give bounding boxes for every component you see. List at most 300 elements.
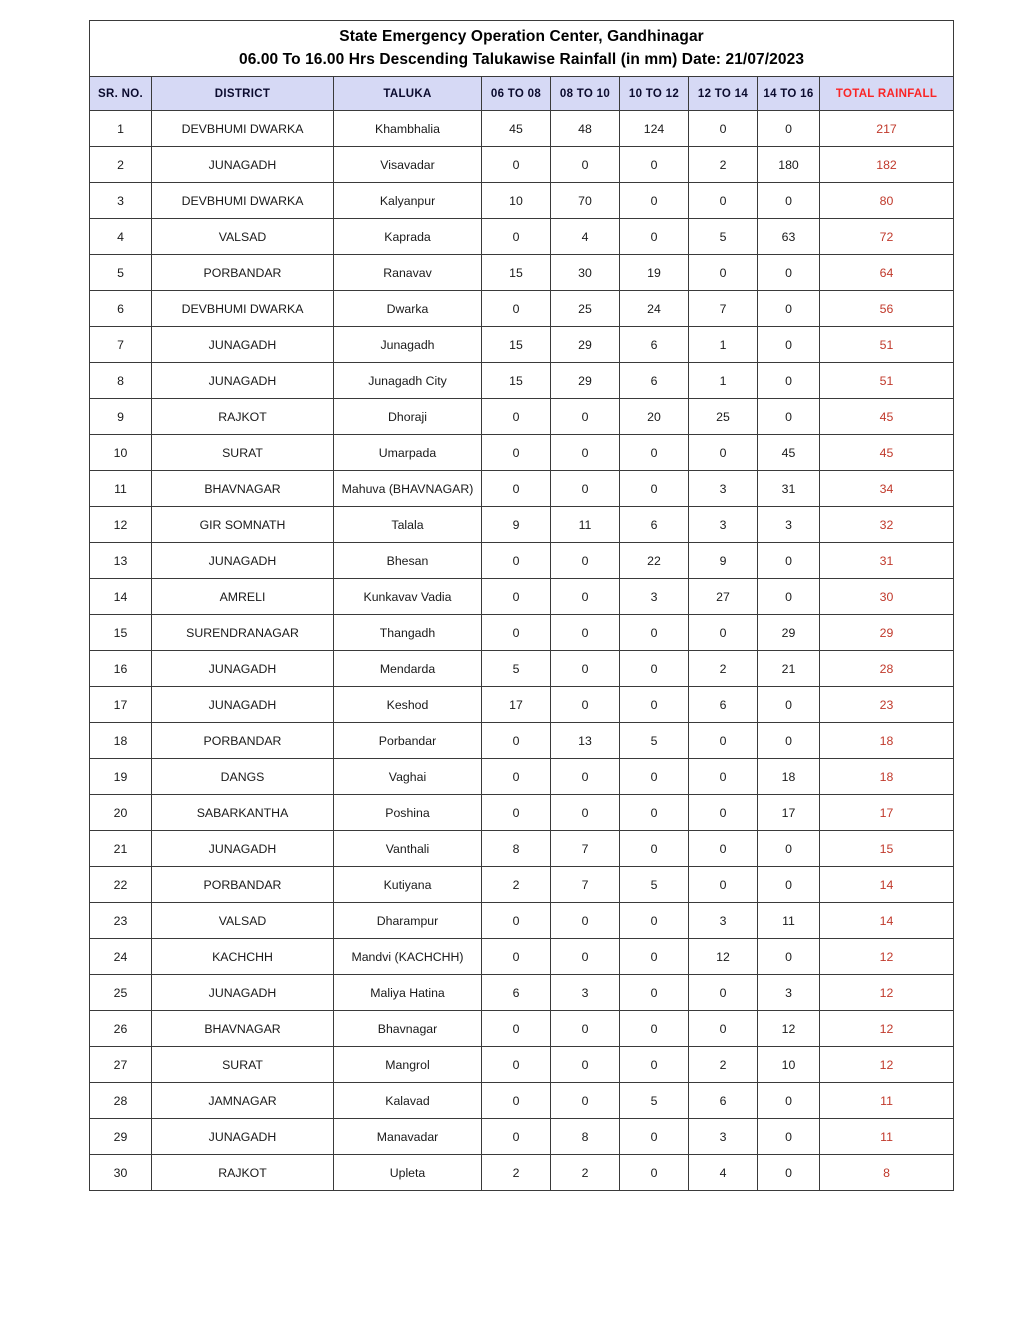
- cell-s1: 0: [482, 471, 551, 507]
- cell-s4: 2: [689, 651, 758, 687]
- table-row: [90, 615, 954, 651]
- cell-s1: 5: [482, 651, 551, 687]
- cell-taluka: Visavadar: [334, 147, 482, 183]
- cell-s4: 3: [689, 903, 758, 939]
- cell-s5: 0: [758, 1083, 820, 1119]
- cell-s5: 0: [758, 1155, 820, 1191]
- cell-taluka: Khambhalia: [334, 111, 482, 147]
- cell-s5: 0: [758, 1119, 820, 1155]
- cell-s5: 18: [758, 759, 820, 795]
- cell-s1: 0: [482, 723, 551, 759]
- cell-total: 18: [820, 759, 954, 795]
- report-title-cell: [90, 21, 954, 77]
- cell-sr: 18: [90, 723, 152, 759]
- cell-s3: 6: [620, 363, 689, 399]
- cell-s1: 0: [482, 1083, 551, 1119]
- cell-dist: VALSAD: [152, 219, 334, 255]
- cell-s2: 7: [551, 831, 620, 867]
- cell-dist: SURENDRANAGAR: [152, 615, 334, 651]
- cell-total: 15: [820, 831, 954, 867]
- cell-dist: PORBANDAR: [152, 255, 334, 291]
- cell-s4: 27: [689, 579, 758, 615]
- column-header-row: [90, 77, 954, 111]
- cell-s1: 2: [482, 1155, 551, 1191]
- cell-s5: 0: [758, 111, 820, 147]
- cell-s1: 0: [482, 1119, 551, 1155]
- cell-s4: 3: [689, 507, 758, 543]
- cell-dist: DANGS: [152, 759, 334, 795]
- cell-s4: 2: [689, 1047, 758, 1083]
- column-header-s1[interactable]: 06 TO 08: [482, 77, 551, 111]
- cell-taluka: Manavadar: [334, 1119, 482, 1155]
- cell-sr: 22: [90, 867, 152, 903]
- cell-taluka: Dharampur: [334, 903, 482, 939]
- cell-total: 56: [820, 291, 954, 327]
- table-row: [90, 543, 954, 579]
- cell-s2: 2: [551, 1155, 620, 1191]
- cell-s1: 0: [482, 615, 551, 651]
- cell-dist: BHAVNAGAR: [152, 1011, 334, 1047]
- cell-s5: 0: [758, 579, 820, 615]
- cell-s2: 25: [551, 291, 620, 327]
- cell-sr: 3: [90, 183, 152, 219]
- table-row: [90, 255, 954, 291]
- cell-s3: 0: [620, 1119, 689, 1155]
- cell-taluka: Upleta: [334, 1155, 482, 1191]
- table-row: [90, 1083, 954, 1119]
- cell-s2: 4: [551, 219, 620, 255]
- cell-total: 31: [820, 543, 954, 579]
- cell-taluka: Ranavav: [334, 255, 482, 291]
- cell-taluka: Thangadh: [334, 615, 482, 651]
- table-row: [90, 147, 954, 183]
- cell-taluka: Kutiyana: [334, 867, 482, 903]
- cell-taluka: Porbandar: [334, 723, 482, 759]
- cell-s4: 0: [689, 615, 758, 651]
- cell-taluka: Junagadh: [334, 327, 482, 363]
- table-row: [90, 867, 954, 903]
- cell-s4: 3: [689, 471, 758, 507]
- cell-dist: VALSAD: [152, 903, 334, 939]
- cell-s2: 0: [551, 759, 620, 795]
- cell-s4: 3: [689, 1119, 758, 1155]
- cell-s1: 0: [482, 399, 551, 435]
- cell-sr: 14: [90, 579, 152, 615]
- cell-s3: 0: [620, 1155, 689, 1191]
- cell-s1: 0: [482, 219, 551, 255]
- cell-s4: 12: [689, 939, 758, 975]
- table-row: [90, 831, 954, 867]
- cell-s3: 0: [620, 1047, 689, 1083]
- cell-sr: 15: [90, 615, 152, 651]
- cell-total: 11: [820, 1083, 954, 1119]
- cell-s3: 0: [620, 759, 689, 795]
- cell-dist: AMRELI: [152, 579, 334, 615]
- cell-s5: 3: [758, 975, 820, 1011]
- cell-sr: 9: [90, 399, 152, 435]
- cell-s5: 0: [758, 543, 820, 579]
- cell-sr: 28: [90, 1083, 152, 1119]
- cell-s5: 29: [758, 615, 820, 651]
- cell-dist: JUNAGADH: [152, 1119, 334, 1155]
- cell-s2: 11: [551, 507, 620, 543]
- cell-s3: 0: [620, 615, 689, 651]
- cell-s2: 0: [551, 795, 620, 831]
- cell-s4: 1: [689, 327, 758, 363]
- cell-s5: 0: [758, 291, 820, 327]
- cell-total: 34: [820, 471, 954, 507]
- cell-s4: 0: [689, 867, 758, 903]
- cell-s3: 0: [620, 939, 689, 975]
- table-row: [90, 795, 954, 831]
- cell-s5: 0: [758, 831, 820, 867]
- cell-taluka: Bhesan: [334, 543, 482, 579]
- cell-s3: 0: [620, 1011, 689, 1047]
- cell-s2: 0: [551, 579, 620, 615]
- table-row: [90, 1047, 954, 1083]
- cell-taluka: Maliya Hatina: [334, 975, 482, 1011]
- cell-s3: 0: [620, 147, 689, 183]
- cell-s3: 0: [620, 183, 689, 219]
- cell-s3: 0: [620, 651, 689, 687]
- cell-dist: JUNAGADH: [152, 975, 334, 1011]
- cell-s1: 9: [482, 507, 551, 543]
- column-header-s3[interactable]: 10 TO 12: [620, 77, 689, 111]
- report-title-line2: 06.00 To 16.00 Hrs Descending Talukawise Rainfall (in mm) Date: 21/07/2023: [238, 50, 805, 68]
- cell-s4: 6: [689, 687, 758, 723]
- cell-dist: GIR SOMNATH: [152, 507, 334, 543]
- cell-total: 64: [820, 255, 954, 291]
- cell-dist: JUNAGADH: [152, 831, 334, 867]
- cell-s5: 45: [758, 435, 820, 471]
- cell-dist: JAMNAGAR: [152, 1083, 334, 1119]
- cell-taluka: Mendarda: [334, 651, 482, 687]
- cell-sr: 1: [90, 111, 152, 147]
- cell-dist: SABARKANTHA: [152, 795, 334, 831]
- cell-s2: 0: [551, 399, 620, 435]
- cell-s1: 0: [482, 1047, 551, 1083]
- cell-taluka: Dhoraji: [334, 399, 482, 435]
- cell-s3: 0: [620, 903, 689, 939]
- table-row: [90, 579, 954, 615]
- cell-s2: 0: [551, 939, 620, 975]
- cell-s4: 0: [689, 183, 758, 219]
- cell-s1: 0: [482, 903, 551, 939]
- cell-s4: 0: [689, 255, 758, 291]
- cell-s4: 4: [689, 1155, 758, 1191]
- cell-s3: 5: [620, 1083, 689, 1119]
- cell-s5: 0: [758, 687, 820, 723]
- cell-s1: 2: [482, 867, 551, 903]
- table-row: [90, 435, 954, 471]
- cell-total: 217: [820, 111, 954, 147]
- cell-sr: 24: [90, 939, 152, 975]
- table-row: [90, 651, 954, 687]
- table-row: [90, 759, 954, 795]
- cell-s4: 9: [689, 543, 758, 579]
- rainfall-report: [89, 20, 938, 1191]
- cell-sr: 21: [90, 831, 152, 867]
- column-header-sr[interactable]: SR. NO.: [90, 77, 152, 111]
- cell-s2: 0: [551, 147, 620, 183]
- cell-total: 28: [820, 651, 954, 687]
- table-row: [90, 111, 954, 147]
- cell-taluka: Mahuva (BHAVNAGAR): [334, 471, 482, 507]
- cell-sr: 17: [90, 687, 152, 723]
- cell-total: 12: [820, 939, 954, 975]
- cell-s5: 12: [758, 1011, 820, 1047]
- cell-dist: PORBANDAR: [152, 867, 334, 903]
- cell-s1: 6: [482, 975, 551, 1011]
- table-row: [90, 1155, 954, 1191]
- cell-s1: 15: [482, 363, 551, 399]
- cell-s2: 0: [551, 651, 620, 687]
- cell-s3: 0: [620, 435, 689, 471]
- table-row: [90, 975, 954, 1011]
- cell-total: 14: [820, 867, 954, 903]
- cell-sr: 25: [90, 975, 152, 1011]
- cell-total: 11: [820, 1119, 954, 1155]
- cell-taluka: Kalavad: [334, 1083, 482, 1119]
- cell-sr: 29: [90, 1119, 152, 1155]
- cell-s4: 0: [689, 111, 758, 147]
- cell-s3: 0: [620, 975, 689, 1011]
- cell-sr: 23: [90, 903, 152, 939]
- cell-dist: JUNAGADH: [152, 687, 334, 723]
- cell-s5: 0: [758, 255, 820, 291]
- cell-sr: 30: [90, 1155, 152, 1191]
- cell-taluka: Mangrol: [334, 1047, 482, 1083]
- cell-s3: 5: [620, 867, 689, 903]
- cell-s3: 0: [620, 795, 689, 831]
- cell-s5: 3: [758, 507, 820, 543]
- cell-total: 12: [820, 975, 954, 1011]
- table-row: [90, 1119, 954, 1155]
- cell-taluka: Talala: [334, 507, 482, 543]
- cell-s1: 0: [482, 291, 551, 327]
- table-row: [90, 471, 954, 507]
- table-row: [90, 507, 954, 543]
- cell-s5: 0: [758, 327, 820, 363]
- table-row: [90, 723, 954, 759]
- cell-s2: 0: [551, 543, 620, 579]
- cell-s2: 8: [551, 1119, 620, 1155]
- cell-s5: 10: [758, 1047, 820, 1083]
- cell-s1: 45: [482, 111, 551, 147]
- column-header-s5[interactable]: 14 TO 16: [758, 77, 820, 111]
- cell-s2: 0: [551, 1083, 620, 1119]
- cell-sr: 5: [90, 255, 152, 291]
- cell-dist: RAJKOT: [152, 399, 334, 435]
- cell-dist: JUNAGADH: [152, 543, 334, 579]
- cell-s4: 0: [689, 759, 758, 795]
- table-row: [90, 399, 954, 435]
- cell-s2: 3: [551, 975, 620, 1011]
- cell-dist: DEVBHUMI DWARKA: [152, 291, 334, 327]
- report-title-line1: State Emergency Operation Center, Gandhinagar: [339, 28, 704, 46]
- cell-s5: 63: [758, 219, 820, 255]
- cell-s2: 0: [551, 471, 620, 507]
- column-header-s4[interactable]: 12 TO 14: [689, 77, 758, 111]
- cell-s4: 0: [689, 1011, 758, 1047]
- cell-s4: 0: [689, 795, 758, 831]
- column-header-dist[interactable]: DISTRICT: [152, 77, 334, 111]
- cell-s2: 30: [551, 255, 620, 291]
- cell-s1: 15: [482, 255, 551, 291]
- cell-s4: 0: [689, 831, 758, 867]
- cell-s4: 0: [689, 975, 758, 1011]
- cell-s5: 17: [758, 795, 820, 831]
- cell-taluka: Dwarka: [334, 291, 482, 327]
- cell-s1: 0: [482, 939, 551, 975]
- cell-taluka: Umarpada: [334, 435, 482, 471]
- cell-dist: JUNAGADH: [152, 363, 334, 399]
- cell-sr: 27: [90, 1047, 152, 1083]
- cell-taluka: Junagadh City: [334, 363, 482, 399]
- cell-s4: 6: [689, 1083, 758, 1119]
- cell-total: 30: [820, 579, 954, 615]
- cell-s2: 48: [551, 111, 620, 147]
- table-row: [90, 687, 954, 723]
- cell-taluka: Vaghai: [334, 759, 482, 795]
- cell-s3: 3: [620, 579, 689, 615]
- cell-s3: 124: [620, 111, 689, 147]
- cell-s3: 0: [620, 471, 689, 507]
- column-header-total[interactable]: TOTAL RAINFALL: [820, 77, 954, 111]
- rainfall-table: [89, 20, 954, 1191]
- cell-dist: BHAVNAGAR: [152, 471, 334, 507]
- cell-total: 14: [820, 903, 954, 939]
- cell-s3: 5: [620, 723, 689, 759]
- cell-sr: 4: [90, 219, 152, 255]
- cell-s5: 0: [758, 399, 820, 435]
- column-header-s2[interactable]: 08 TO 10: [551, 77, 620, 111]
- cell-s1: 0: [482, 759, 551, 795]
- cell-s5: 0: [758, 183, 820, 219]
- cell-total: 29: [820, 615, 954, 651]
- cell-sr: 2: [90, 147, 152, 183]
- cell-s3: 22: [620, 543, 689, 579]
- cell-total: 23: [820, 687, 954, 723]
- cell-s2: 0: [551, 687, 620, 723]
- cell-s1: 8: [482, 831, 551, 867]
- cell-s1: 0: [482, 147, 551, 183]
- cell-total: 72: [820, 219, 954, 255]
- cell-taluka: Bhavnagar: [334, 1011, 482, 1047]
- cell-total: 18: [820, 723, 954, 759]
- cell-s2: 0: [551, 615, 620, 651]
- cell-s2: 29: [551, 363, 620, 399]
- table-row: [90, 183, 954, 219]
- table-head: [90, 21, 954, 111]
- cell-s3: 20: [620, 399, 689, 435]
- report-title-row: [90, 21, 954, 77]
- cell-s3: 0: [620, 687, 689, 723]
- cell-s3: 6: [620, 507, 689, 543]
- cell-s4: 0: [689, 723, 758, 759]
- cell-total: 182: [820, 147, 954, 183]
- cell-s2: 0: [551, 435, 620, 471]
- cell-taluka: Vanthali: [334, 831, 482, 867]
- cell-taluka: Kalyanpur: [334, 183, 482, 219]
- cell-dist: DEVBHUMI DWARKA: [152, 111, 334, 147]
- cell-s5: 0: [758, 867, 820, 903]
- table-row: [90, 939, 954, 975]
- cell-sr: 13: [90, 543, 152, 579]
- table-row: [90, 903, 954, 939]
- cell-sr: 26: [90, 1011, 152, 1047]
- cell-s1: 15: [482, 327, 551, 363]
- table-row: [90, 291, 954, 327]
- cell-s3: 6: [620, 327, 689, 363]
- cell-s4: 5: [689, 219, 758, 255]
- cell-sr: 12: [90, 507, 152, 543]
- cell-dist: JUNAGADH: [152, 327, 334, 363]
- cell-dist: PORBANDAR: [152, 723, 334, 759]
- cell-sr: 16: [90, 651, 152, 687]
- cell-s2: 0: [551, 1047, 620, 1083]
- cell-s2: 7: [551, 867, 620, 903]
- cell-s3: 19: [620, 255, 689, 291]
- cell-sr: 10: [90, 435, 152, 471]
- cell-s1: 0: [482, 579, 551, 615]
- cell-s4: 7: [689, 291, 758, 327]
- cell-dist: JUNAGADH: [152, 651, 334, 687]
- cell-s2: 0: [551, 903, 620, 939]
- cell-sr: 19: [90, 759, 152, 795]
- cell-sr: 6: [90, 291, 152, 327]
- cell-s2: 29: [551, 327, 620, 363]
- table-row: [90, 1011, 954, 1047]
- cell-s1: 10: [482, 183, 551, 219]
- cell-s5: 0: [758, 723, 820, 759]
- cell-total: 12: [820, 1011, 954, 1047]
- cell-s4: 1: [689, 363, 758, 399]
- cell-s4: 2: [689, 147, 758, 183]
- cell-s3: 0: [620, 219, 689, 255]
- cell-taluka: Poshina: [334, 795, 482, 831]
- table-row: [90, 363, 954, 399]
- column-header-taluka[interactable]: TALUKA: [334, 77, 482, 111]
- cell-dist: SURAT: [152, 435, 334, 471]
- cell-s4: 0: [689, 435, 758, 471]
- cell-dist: DEVBHUMI DWARKA: [152, 183, 334, 219]
- cell-taluka: Keshod: [334, 687, 482, 723]
- cell-sr: 7: [90, 327, 152, 363]
- cell-dist: RAJKOT: [152, 1155, 334, 1191]
- cell-s5: 180: [758, 147, 820, 183]
- cell-s5: 21: [758, 651, 820, 687]
- cell-s3: 0: [620, 831, 689, 867]
- cell-dist: KACHCHH: [152, 939, 334, 975]
- cell-total: 32: [820, 507, 954, 543]
- cell-total: 51: [820, 363, 954, 399]
- table-row: [90, 219, 954, 255]
- cell-s4: 25: [689, 399, 758, 435]
- cell-s2: 70: [551, 183, 620, 219]
- cell-sr: 11: [90, 471, 152, 507]
- cell-total: 51: [820, 327, 954, 363]
- cell-s2: 0: [551, 1011, 620, 1047]
- cell-total: 12: [820, 1047, 954, 1083]
- cell-dist: JUNAGADH: [152, 147, 334, 183]
- cell-s1: 0: [482, 795, 551, 831]
- cell-s5: 11: [758, 903, 820, 939]
- cell-total: 45: [820, 435, 954, 471]
- cell-taluka: Mandvi (KACHCHH): [334, 939, 482, 975]
- cell-total: 45: [820, 399, 954, 435]
- cell-s3: 24: [620, 291, 689, 327]
